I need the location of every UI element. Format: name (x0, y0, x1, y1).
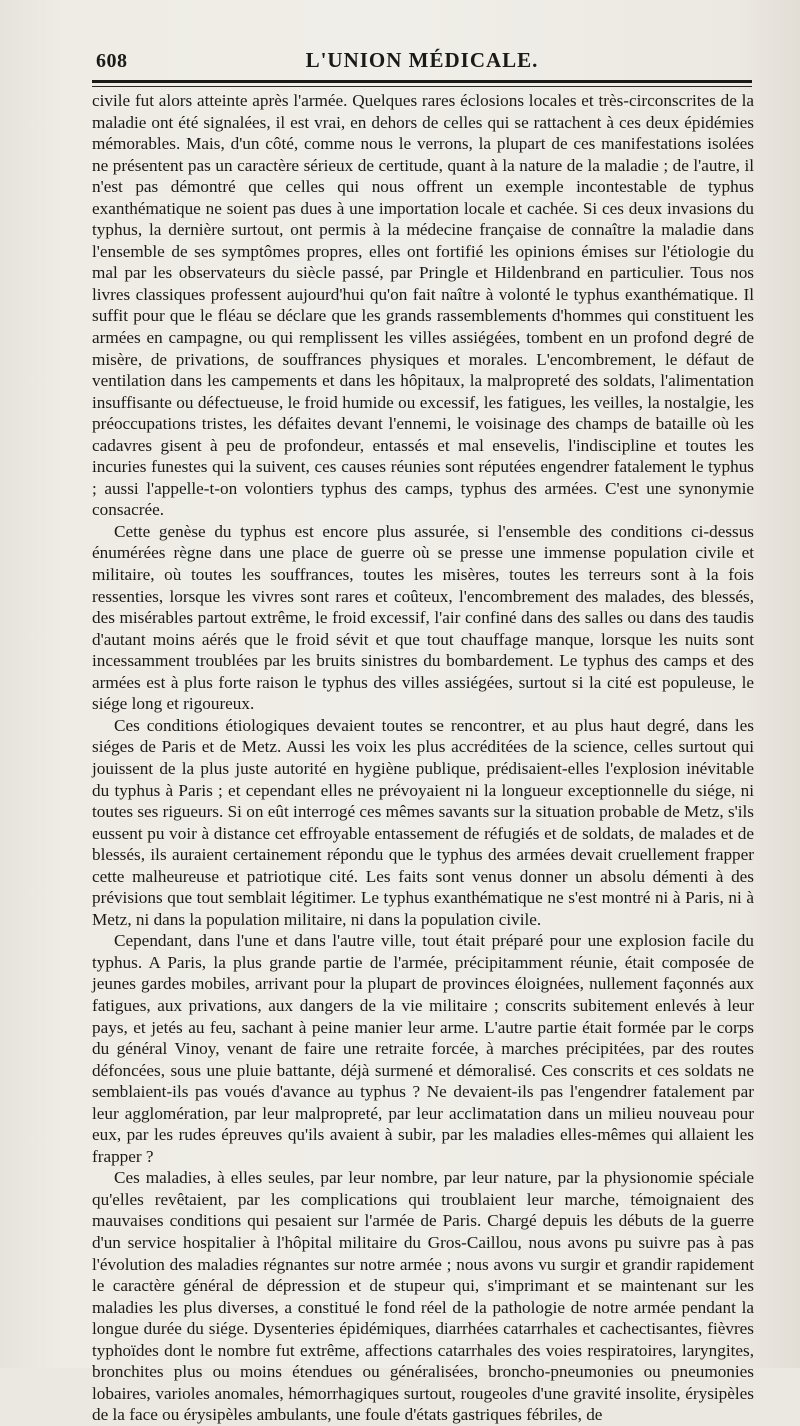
page-header (92, 42, 752, 82)
paragraph-5: Ces maladies, à elles seules, par leur nombre, par leur nature, par la physionomie spéciale qu'elles revêtaient, par les complications qui troublaient leur marche, témoignaient des mauvaises conditions qui pesaient sur l'armée de Paris. Chargé depuis les débuts de la guerre d'un service hospitalier à l'hôpital militaire du Gros-Caillou, nous avons pu suivre pas à pas l'évolution des maladies régnantes sur notre armée ; nous avons vu surgir et grandir rapidement le caractère général de dépression et de stupeur qui, s'imprimant et se maintenant sur les maladies les plus diverses, a constitué le fond réel de la pathologie de notre armée pendant la longue durée du siége. Dysenteries épidémiques, diarrhées catarrhales et cachectisantes, fièvres typhoïdes dont le nombre fut extrême, affections catarrhales des voies respiratoires, laryngites, bronchites plus ou moins étendues ou généralisées, broncho-pneumonies ou pneumonies lobaires, varioles anomales, hémorrhagiques surtout, rougeoles d'une gravité insolite, érysipèles de la face ou érysipèles ambulants, une foule d'états gastriques fébriles, de (92, 1168, 754, 1425)
body-text (92, 90, 754, 1426)
paragraph-2: Cette genèse du typhus est encore plus assurée, si l'ensemble des conditions ci-dessus énumérées règne dans une place de guerre où se presse une immense population civile et militaire, où toutes les souffrances, toutes les misères, toutes les terreurs sont à la fois ressenties, lorsque les vivres sont rares et coûteux, l'encombrement des malades, des blessés, des misérables partout extrême, le froid excessif, l'air confiné dans des salles ou dans des taudis d'autant moins aérés que le froid sévit et que tout chauffage manque, lorsque les nuits sont incessamment troublées par les bruits sinistres du bombardement. Le typhus des camps et des armées est à plus forte raison le typhus des villes assiégées, surtout si la cité est populeuse, le siége long et rigoureux. (92, 521, 754, 714)
paragraph-3: Ces conditions étiologiques devaient toutes se rencontrer, et au plus haut degré, dans les siéges de Paris et de Metz. Aussi les voix les plus accréditées de la science, celles surtout qui jouissent de la plus juste autorité en hygiène publique, prédisaient-elles l'explosion inévitable du typhus à Paris ; et cependant elles ne prévoyaient ni la longueur exceptionnelle du siége, ni toutes ses rigueurs. Si on eût interrogé ces mêmes savants sur la situation probable de Metz, s'ils eussent pu voir à distance cet effroyable entassement de réfugiés et de soldats, de malades et de blessés, ils auraient certainement répondu que le typhus des armées devait cruellement frapper cette malheureuse et patriotique cité. Les faits sont venus donner un absolu démenti à des prévisions que tout semblait légitimer. Le typhus exanthématique ne s'est montré ni à Paris, ni à Metz, ni dans la population militaire, ni dans la population civile. (92, 715, 754, 929)
header-rule (92, 80, 752, 83)
header-rule-thin (92, 86, 752, 87)
paragraph-4: Cependant, dans l'une et dans l'autre ville, tout était préparé pour une explosion facile du typhus. A Paris, la plus grande partie de l'armée, précipitamment réunie, était composée de jeunes gardes mobiles, arrivant pour la plupart de provinces éloignées, nullement façonnés aux fatigues, aux privations, aux dangers de la vie militaire ; conscrits subitement enlevés à leur pays, et jetés au feu, sachant à peine manier leur arme. L'autre partie était formée par le corps du général Vinoy, venant de faire une retraite forcée, à marches précipitées, par des routes défoncées, sous une pluie battante, déjà surmené et démoralisé. Ces conscrits et ces soldats ne semblaient-ils pas voués d'avance au typhus ? Ne devaient-ils pas l'engendrer fatalement par leur agglomération, par leur malpropreté, par leur acclimatation dans un milieu nouveau pour eux, par les rudes épreuves qu'ils avaient à subir, par les maladies elles-mêmes qui allaient les frapper ? (92, 931, 754, 1166)
running-title: L'UNION MÉDICALE. (305, 48, 539, 72)
page-number: 608 (96, 50, 128, 72)
paragraph-1: civile fut alors atteinte après l'armée. Quelques rares éclosions locales et très-circonscrites de la maladie ont été signalées, il est vrai, en dehors de celles qui se rattachent à ces deux épidémies mémorables. Mais, d'un côté, comme nous le verrons, la plupart de ces manifestations isolées ne présentent pas un caractère sérieux de certitude, quant à la nature de la maladie ; de l'autre, il n'est pas démontré que celles qui nous offrent un exemple incontestable de typhus exanthématique ne soient pas dues à une importation locale et cachée. Si ces deux invasions du typhus, la dernière surtout, ont permis à la médecine française de connaître la maladie dans l'ensemble de ses symptômes propres, elles ont fortifié les opinions émises sur l'étiologie du mal par les observateurs du siècle passé, par Pringle et Hildenbrand en particulier. Tous nos livres classiques professent aujourd'hui qu'on fait naître à volonté le typhus exanthématique. Il suffit pour que le fléau se déclare que les grands rassemblements d'hommes qui constituent les armées en campagne, ou qui remplissent les villes assiégées, tombent en un profond degré de misère, de privations, de souffrances physiques et morales. L'encombrement, le défaut de ventilation dans les campements et dans les hôpitaux, la malpropreté des soldats, l'alimentation insuffisante ou défectueuse, le froid humide ou excessif, les fatigues, les veilles, la nostalgie, les préoccupations tristes, les défaites devant l'ennemi, le voisinage des champs de bataille où les cadavres gisent à peu de profondeur, entassés et mal ensevelis, l'indiscipline et toutes les incuries funestes qui la suivent, ces causes réunies sont réputées engendrer fatalement le typhus ; aussi l'appelle-t-on volontiers typhus des camps, typhus des armées. C'est une synonymie consacrée. (92, 91, 754, 520)
